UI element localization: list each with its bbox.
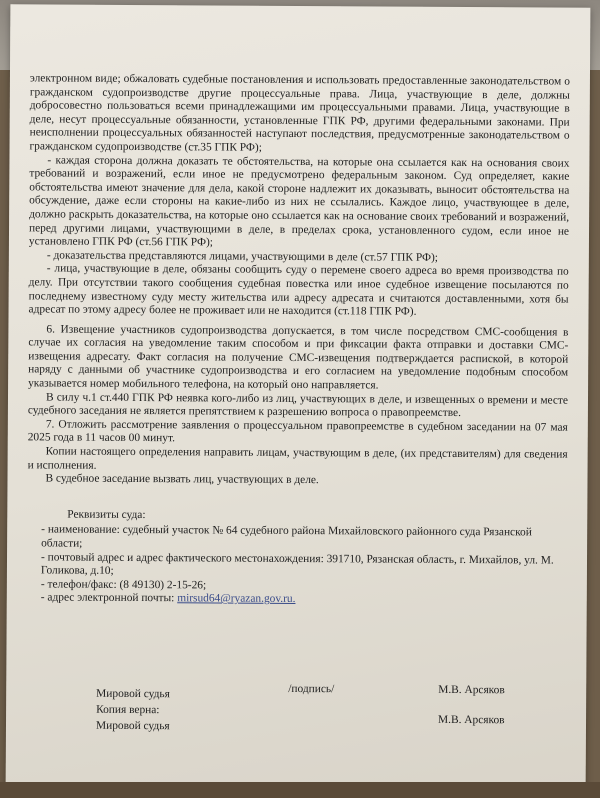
paragraph-sms-notice: 6. Извещение участников судопроизводства допускается, в том числе посредством СМС-сообщения в случае их согласия на уведомление таким способом и при фиксации факта отправки и доставки СМС-извещения адресату. Факт согласия на получение СМС-извещения подтверждается распиской, в которой наряду с данными об участнике судопроизводства и его согласием на уведомление подобным способом указывается номер мобильного телефона, на который оно направляется. (28, 323, 569, 392)
paragraph-proof: - каждая сторона должна доказать те обстоятельства, на которые она ссылается как на основания своих требований и возражений, если иное не предусмотрено федеральным законом. Суд определяет, какие обстоятельства имеют значение для дела, какой стороне надлежит их доказывать, выносит обстоятельства на обсуждение, даже если стороны на какие-либо из них не ссылались. Каждое лицо, участвующее в деле, должно раскрыть доказательства, на которые оно ссылается как на основание своих требований и возражений, перед другими лицами, участвующими в деле, в пределах срока, установленного судом, если иное не установлено ГПК РФ (ст.56 ГПК РФ); (28, 154, 570, 249)
paragraph-postpone: 7. Отложить рассмотрение заявления о процессуальном правопреемстве в судебном заседании на 07 мая 2025 года в 11 часов 00 минут. (27, 418, 568, 445)
requisites-email (27, 592, 567, 609)
paragraph-summon: В судебное заседание вызвать лиц, участвующих в деле. (45, 472, 319, 487)
judge-name: М.В. Арсяков (438, 683, 505, 697)
paragraph-copies: Копии настоящего определения направить лицам, участвующим в деле, (их представителям) для сведения и исполнения. (27, 445, 568, 472)
court-requisites (27, 508, 568, 608)
email-link[interactable]: mirsud64@ryazan.gov.ru. (177, 592, 296, 606)
paragraph-evidence: - доказательства представляются лицами, участвующими в деле (ст.57 ГПК РФ); (46, 249, 439, 264)
judge-name-copy: М.В. Арсяков (437, 713, 505, 727)
requisites-address: - почтовый адрес и адрес фактического местонахождения: 391710, Рязанская область, г. Михайлов, ул. М. Голикова, д.10; (40, 551, 554, 578)
paragraph-rights: электронном виде; обжаловать судебные постановления и использовать предоставленные законодательством о гражданском судопроизводстве другие процессуальные права. Лица, участвующие в деле, должны добросовестно пользоваться всеми принадлежащими им процессуальными правами. Лица, участвующие в деле, несут процессуальные обязанности, установленные ГПК РФ, другими федеральными законами. При неисполнении процессуальных обязанностей наступают последствия, предусмотренные законодательством о гражданском судопроизводстве (ст.35 ГПК РФ); (29, 72, 570, 154)
email-label: - адрес электронной почты: (40, 591, 175, 605)
document-page (6, 4, 591, 792)
document-body (26, 72, 570, 795)
requisites-name: - наименование: судебный участок № 64 судебного района Михайловского районного суда Рязанской области; (41, 523, 532, 550)
background-bottom (0, 782, 600, 798)
judge-label: Мировой судья (96, 687, 170, 701)
paragraph-absence: В силу ч.1 ст.440 ГПК РФ неявка кого-либо из лиц, участвующих в деле, и извещенных о времени и месте судебного заседания не является препятствием к разрешению вопроса о правопреемстве. (27, 391, 569, 420)
signature-label: /подпись/ (288, 682, 335, 696)
copy-label: Копия верна: (96, 703, 160, 717)
paragraph-address-change: - лица, участвующие в деле, обязаны сообщить суду о перемене своего адреса во время производства по делу. При отсутствии такого сообщения судебная повестка или иное судебное извещение посылаются по последнему известному суду месту жительства или адресу адресата и считаются доставленными, хотя бы адресат по этому адресу более не проживает или не находится (ст.118 ГПК РФ). (28, 262, 569, 318)
requisites-phone: - телефон/факс: (8 49130) 2-15-26; (40, 578, 207, 592)
requisites-title: Реквизиты суда: (67, 508, 146, 521)
judge-label-copy: Мировой судья (95, 719, 170, 733)
signature-block (26, 682, 566, 733)
